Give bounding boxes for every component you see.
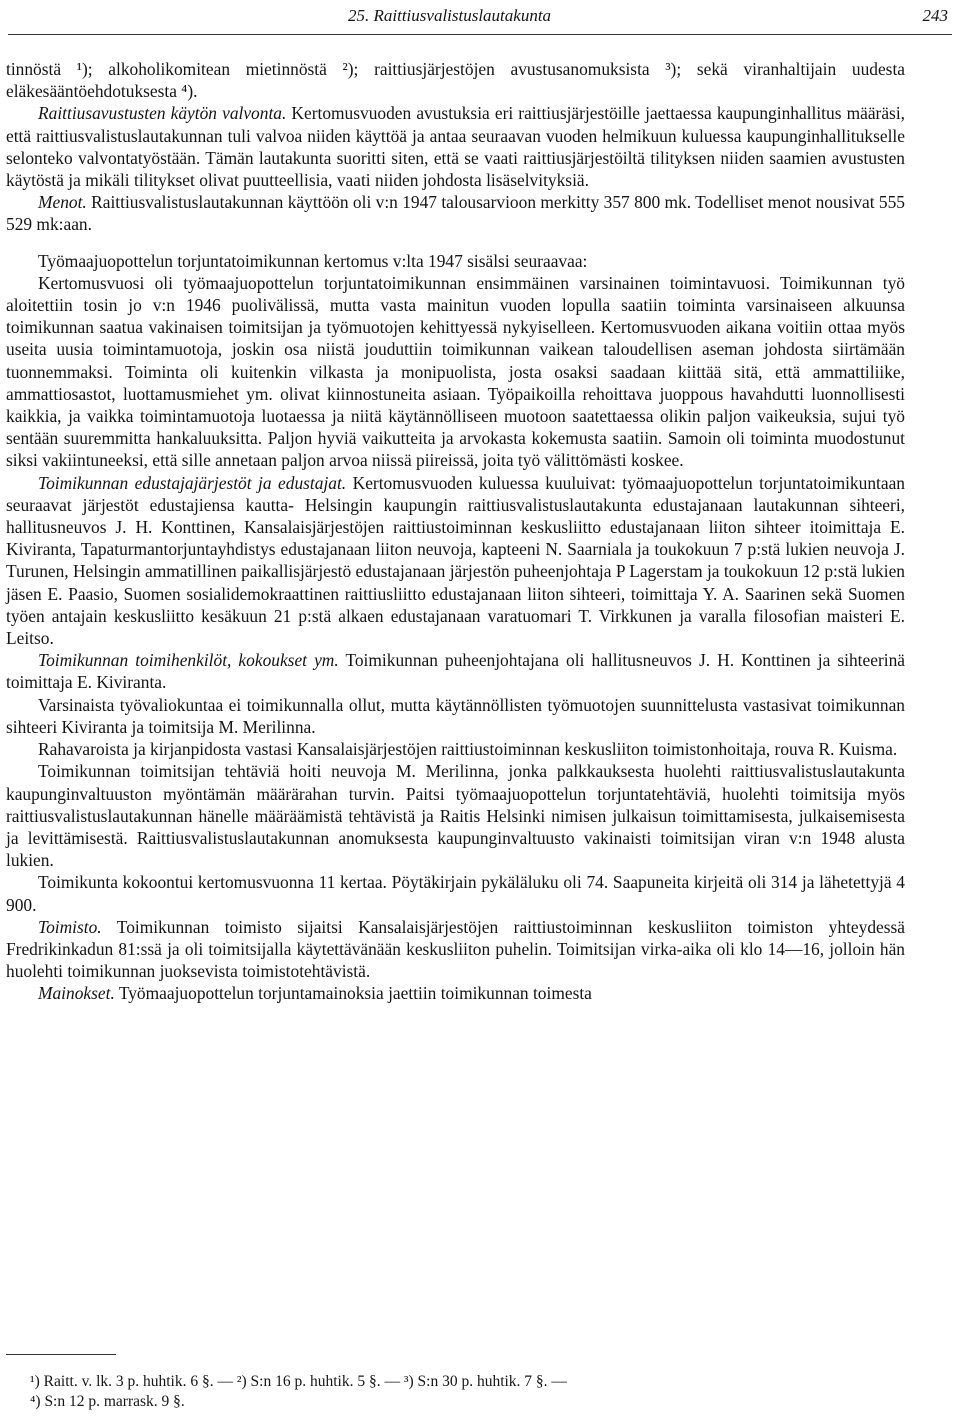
body-text bbox=[6, 58, 905, 1005]
paragraph-avustusten-valvonta: Raittiusavustusten käytön valvonta. Kertomusvuoden avustuksia eri raittiusjärjestöille jaettaessa kaupunginhallitus määräsi, että raittiusvalistuslautakunnan tuli valvoa niiden käyttöä ja antaa seuraavan vuoden helmikuun kuluessa kaupunginhallitukselle selonteko valvontatyöstään. Tämän lautakunta suoritti siten, että se vaati raittiusjärjestöiltä tilityksen niiden saamien avustusten käytöstä ja mikäli tilitykset olivat puutteellisia, vaati niiden johdosta lisäselvityksiä. bbox=[6, 103, 905, 191]
section-heading: Raittiusavustusten käytön valvonta. bbox=[38, 103, 287, 124]
paragraph-tyovaliokunta: Varsinaista työvaliokuntaa ei toimikunnalla ollut, mutta käytännöllisten työmuotojen suunnittelusta vastasivat toimikunnan sihteeri Kiviranta ja toimitsija M. Merilinna. bbox=[6, 694, 905, 737]
section-heading: Mainokset. bbox=[38, 983, 115, 1004]
running-header bbox=[8, 0, 952, 35]
paragraph-edustajajarjestot: Toimikunnan edustajajärjestöt ja edustajat. Kertomusvuoden kuluessa kuuluivat: työmaajuopottelun torjuntatoimikuntaan seuraavat järjestöt edustajiensa kautta- Helsingin kaupungin raittiusvalistuslautakunta edustajanaan lautakunnan sihteeri, hallitusneuvos J. H. Konttinen, Kansalaisjärjestöjen raittiustoiminnan keskusliitto edustajanaan liiton sihteer itoimittaja E. Kiviranta, Tapaturmantorjuntayhdistys edustajanaan liiton neuvoja, kapteeni N. Saarniala ja toukokuun 7 p:stä lukien neuvoja J. Turunen, Helsingin ammatillinen paikallisjärjestö edustajanaan järjestön puheenjohtaja P Lagerstam ja toukokuun 12 p:stä lukien jäsen E. Paasio, Suomen sosialidemokraattinen raittiusliitto edustajanaan liiton sihteeri, toimittaja Y. A. Saarinen sekä Suomen työen antajain keskusliitto kesäkuun 21 p:stä alkaen edustajanaan varatuomari T. Virkkunen ja varalla filosofian maisteri E. Leitso. bbox=[6, 472, 905, 649]
paragraph-menot: Menot. Raittiusvalistuslautakunnan käyttöön oli v:n 1947 talousarvioon merkitty 357 800 mk. Todelliset menot nousivat 555 529 mk:aan. bbox=[6, 192, 905, 235]
section-heading: Toimisto. bbox=[38, 916, 102, 937]
paragraph-toimitsija: Toimikunnan toimitsijan tehtäviä hoiti neuvoja M. Merilinna, jonka palkkauksesta huolehti raittiusvalistuslautakunta kaupunginvaltuuston myöntämän määrärahan turvin. Paitsi työmaajuopottelun torjuntatehtäviä, huolehti toimitsija myös raittiusvalistuslautakunnan hänelle määräämistä tehtävistä ja Raitis Helsinki nimisen julkaisun toimittamisesta, julkaisemisesta ja levittämisestä. Raittiusvalistuslautakunnan anomuksesta kaupunginvaltuusto vakinaisti toimitsijan viran v:n 1948 alusta lukien. bbox=[6, 761, 905, 871]
paragraph-mainokset: Mainokset. Työmaajuopottelun torjuntamainoksia jaettiin toimikunnan toimesta bbox=[38, 983, 592, 1004]
section-heading: Toimikunnan toimihenkilöt, kokoukset ym. bbox=[38, 650, 339, 671]
footnote-divider bbox=[6, 1354, 116, 1355]
section-heading: Toimikunnan edustajajärjestöt ja edustajat. bbox=[38, 472, 347, 493]
paragraph-kertomusvuosi: Kertomusvuosi oli työmaajuopottelun torjuntatoimikunnan ensimmäinen varsinainen toimintavuosi. Toimikunnan työ aloitettiin tosin jo v:n 1946 puolivälissä, mutta vasta mainitun vuoden lopulla saatiin toiminta varsinaiseen alkuunsa toimikunnan saatua vakinaisen toimitsijan ja työmuotojen kehittyessä nykyiselleen. Kertomusvuoden aikana voitiin ottaa myös useita uusia toimintamuotoja, joskin osa niistä jouduttiin toimikunnan vaikean taloudellisen aseman johdosta siirtämään tuonnemmaksi. Toiminta oli kuitenkin vilkasta ja monipuolista, josta osaksi saadaan kiittää sitä, että ammattiliike, ammattiosastot, luottamusmiehet ym. olivat kiinnostuneita asiaan. Työpaikoilla rehoittava juoppous havahdutti luonnollisesti kaikkia, ja vaikka toimintamuotoja luotaessa ja niitä käytännölliseen muotoon saatettaessa olikin paljon vaikeuksia, sujui työ sentään suuremmitta hankaluuksitta. Paljon hyviä vaikutteita ja arvokasta kokemusta saatiin. Samoin oli toiminta muodostunut siksi vakiintuneeksi, että sille annetaan paljon arvoa niissä piireissä, joita työ välittömästi koskee. bbox=[6, 272, 905, 471]
paragraph-toimihenkilot: Toimikunnan toimihenkilöt, kokoukset ym. Toimikunnan puheenjohtajana oli hallitusneuvos J. H. Konttinen ja sihteerinä toimittaja E. Kiviranta. bbox=[6, 650, 905, 693]
paragraph-1: tinnöstä ¹); alkoholikomitean mietinnöstä ²); raittiusjärjestöjen avustusanomuksista ³); sekä viranhaltijain uudesta eläkesääntöehdotuksesta ⁴). bbox=[6, 59, 905, 102]
footnote-line: ¹) Raitt. v. lk. 3 p. huhtik. 6 §. — ²) S:n 16 p. huhtik. 5 §. — ³) S:n 30 p. huhtik. 7 §. — bbox=[30, 1373, 567, 1390]
section-heading: Menot. bbox=[38, 192, 87, 213]
footnote-line: ⁴) S:n 12 p. marrask. 9 §. bbox=[30, 1393, 185, 1410]
page-number: 243 bbox=[922, 6, 948, 25]
running-title: 25. Raittiusvalistuslautakunta bbox=[348, 6, 552, 25]
paragraph-toimisto: Toimisto. Toimikunnan toimisto sijaitsi Kansalaisjärjestöjen raittiustoiminnan keskusliiton toimiston yhteydessä Fredrikinkadun 81:ssä ja oli toimitsijalla käytettävänään keskusliiton puhelin. Toimitsijan virka-aika oli klo 14—16, jolloin hän huolehti toimikunnan juoksevista toimistotehtävistä. bbox=[6, 916, 905, 982]
paragraph-rahavarat: Rahavaroista ja kirjanpidosta vastasi Kansalaisjärjestöjen raittiustoiminnan keskusliiton toimistonhoitaja, rouva R. Kuisma. bbox=[38, 739, 898, 760]
paragraph-kokoukset: Toimikunta kokoontui kertomusvuonna 11 kertaa. Pöytäkirjain pykäläluku oli 74. Saapuneita kirjeitä oli 314 ja lähetettyjä 4 900. bbox=[6, 872, 905, 915]
footnotes bbox=[30, 1372, 567, 1412]
paragraph-kertomus-intro: Työmaajuopottelun torjuntatoimikunnan kertomus v:lta 1947 sisälsi seuraavaa: bbox=[38, 250, 588, 271]
